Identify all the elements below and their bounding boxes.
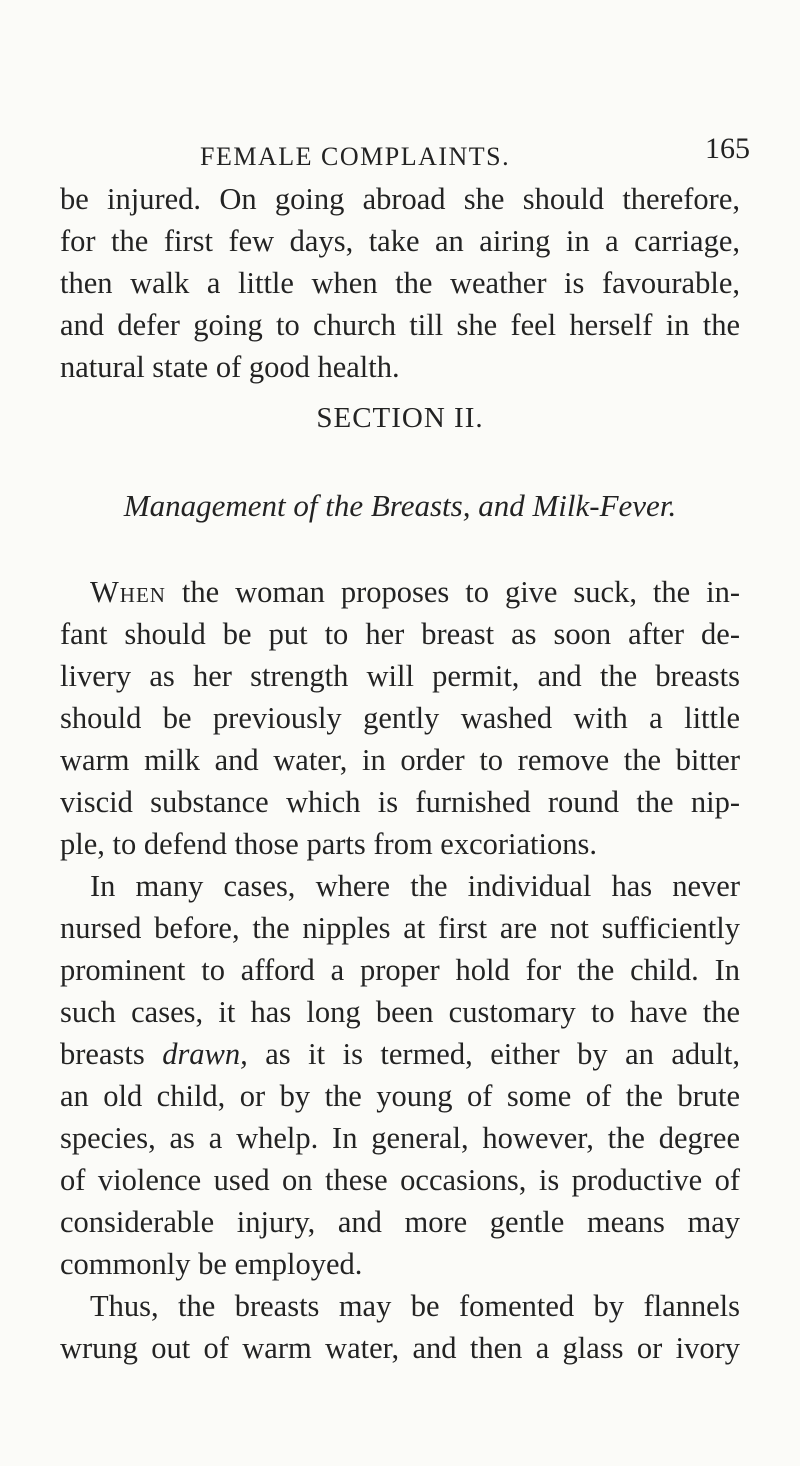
text-span: as it is termed, either by an adult, [247,1037,740,1071]
text-line: prominent to afford a proper hold for the child. In [60,953,740,987]
text-line: fant should be put to her breast as soon after de- [60,617,740,651]
text-line [60,1034,740,1074]
text-span: breasts [60,1037,163,1071]
text-line: viscid substance which is furnished round the nip- [60,785,740,819]
section-heading: SECTION II. [316,402,484,434]
text-line: such cases, it has long been customary to have the [60,995,740,1029]
text-line: of violence used on these occasions, is productive of [60,1163,740,1197]
section-subtitle: Management of the Breasts, and Milk-Fever. [123,488,677,523]
text-line: warm milk and water, in order to remove the bitter [60,743,740,777]
text-line: In many cases, where the individual has never [90,869,740,903]
running-head: FEMALE COMPLAINTS. [200,142,511,171]
text-line: considerable injury, and more gentle means may [60,1205,740,1239]
text-line: ple, to defend those parts from excoriations. [60,827,597,861]
text-line: be injured. On going abroad she should therefore, [60,182,740,216]
text-line: nursed before, the nipples at first are not sufficiently [60,911,740,945]
text-line: and defer going to church till she feel herself in the [60,308,740,342]
text-line: wrung out of warm water, and then a glass or ivory [60,1331,740,1365]
text-line [90,572,740,612]
text-line: species, as a whelp. In general, however, the degree [60,1121,740,1155]
text-line: an old child, or by the young of some of the brute [60,1079,740,1113]
text-line: commonly be employed. [60,1247,363,1281]
text-line: then walk a little when the weather is favourable, [60,266,740,300]
text-line: should be previously gently washed with a little [60,701,740,735]
page-number: 165 [705,132,750,165]
text-line: livery as her strength will permit, and the breasts [60,659,740,693]
emphasis-word: drawn, [162,1037,248,1071]
first-word: When [90,575,166,609]
text-line: natural state of good health. [60,350,400,384]
text-span: the woman proposes to give suck, the in- [165,575,740,609]
text-line: for the first few days, take an airing in a carriage, [60,224,740,258]
text-line: Thus, the breasts may be fomented by flannels [90,1289,740,1323]
